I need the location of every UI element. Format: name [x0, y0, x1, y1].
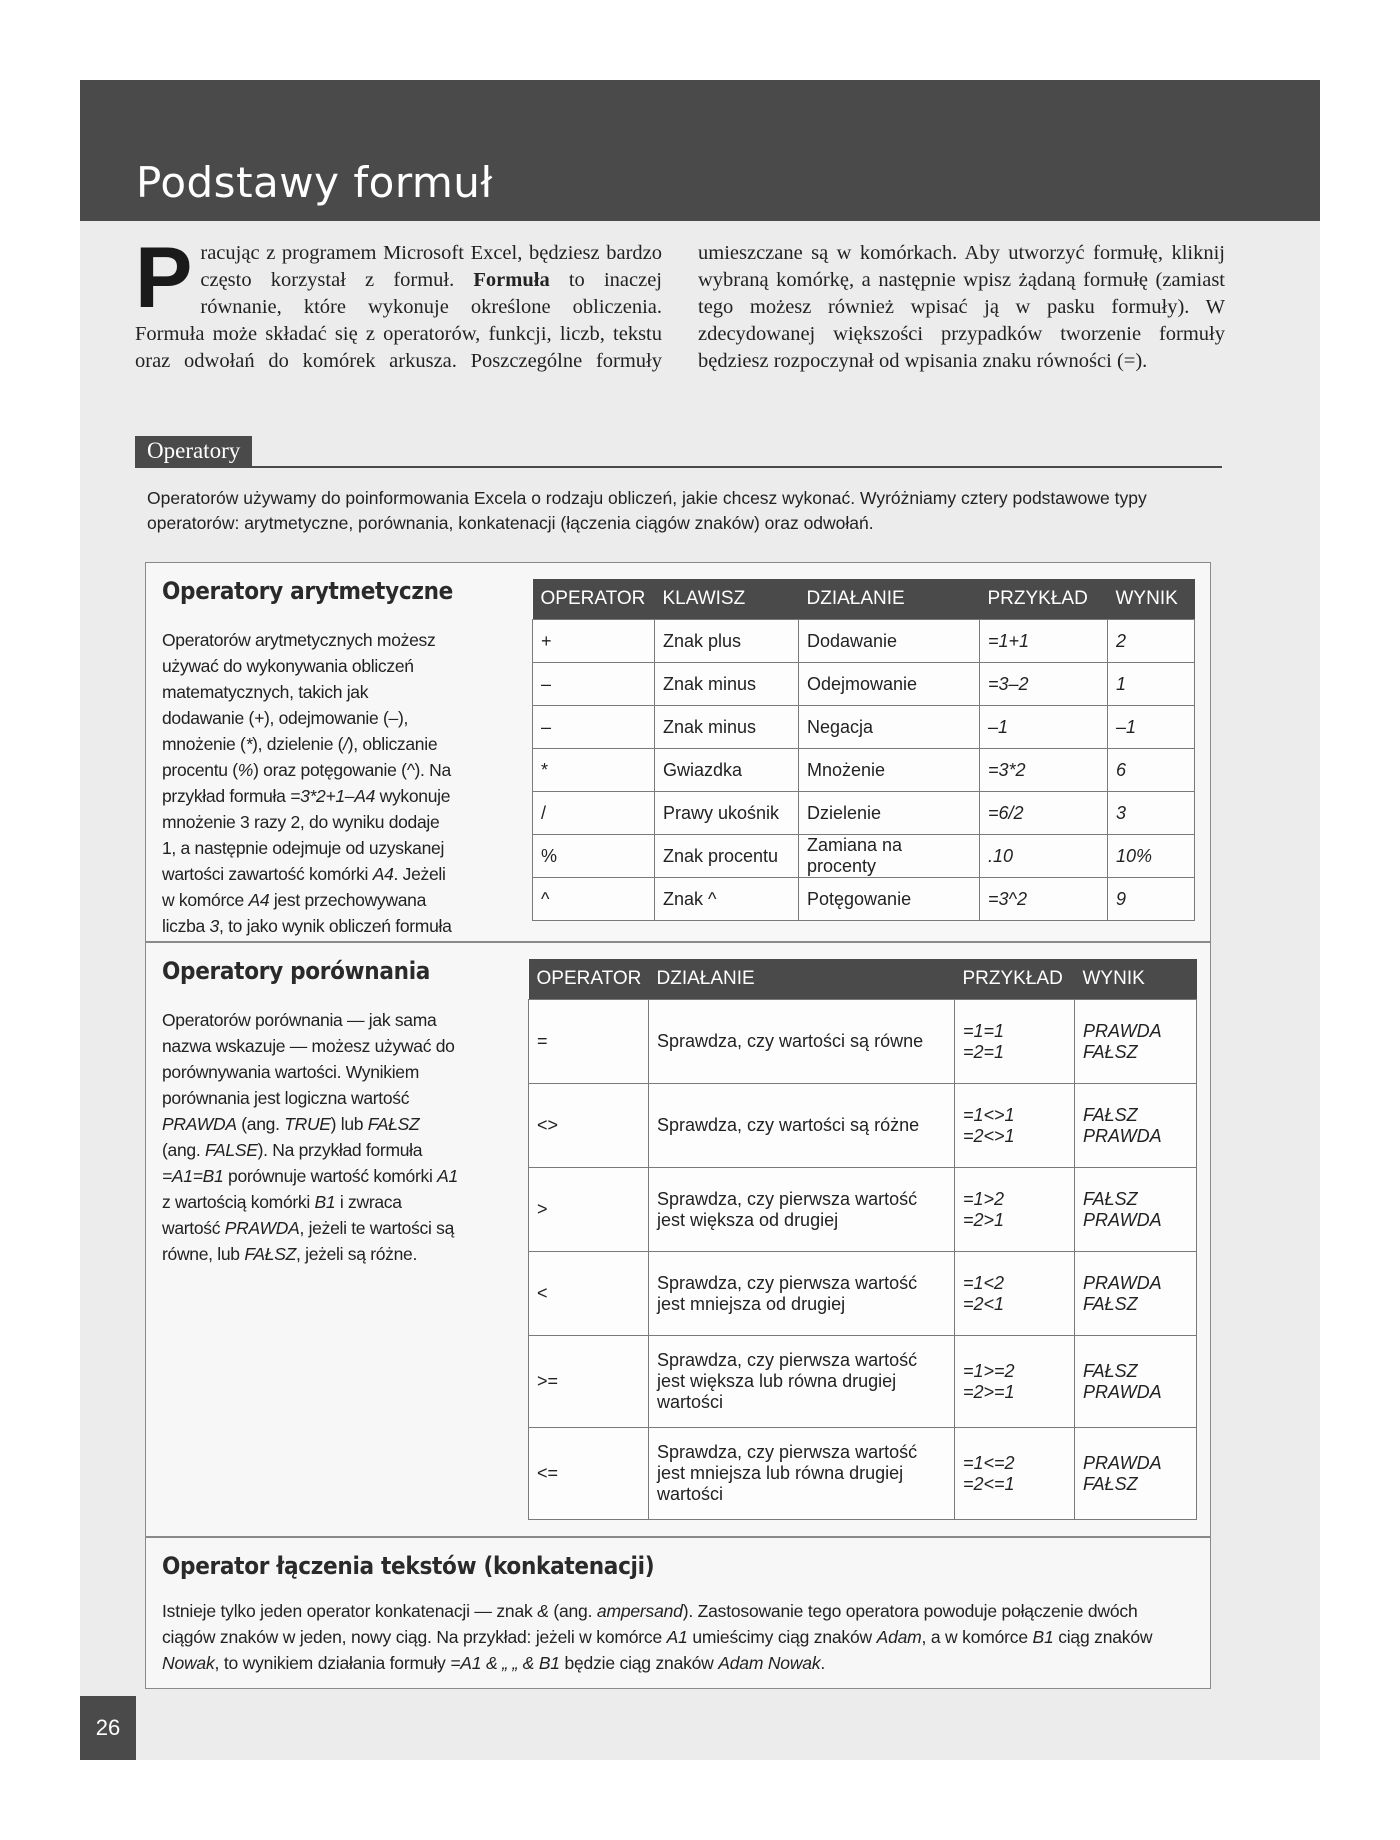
operator-cell: /: [533, 792, 655, 835]
example-value: =2<=1: [963, 1473, 1015, 1494]
intro-text-a: racując z programem Microsoft Excel, będziesz bardzo często korzystał z formuł.: [200, 242, 662, 291]
result-value: PRAWDA: [1083, 1020, 1162, 1041]
operator-cell: *: [533, 749, 655, 792]
example-value: =2<1: [963, 1293, 1005, 1314]
action-cell: Dzielenie: [799, 792, 980, 835]
table-row: [533, 835, 1195, 878]
page-title: Podstawy formuł: [136, 158, 493, 207]
arithmetic-heading: Operatory arytmetyczne: [162, 577, 454, 605]
column-header: DZIAŁANIE: [799, 579, 980, 620]
example-cell: =3–2: [980, 663, 1108, 706]
action-cell: Sprawdza, czy pierwsza wartość jest większa od drugiej: [649, 1168, 955, 1252]
example-value: =1>=2: [963, 1360, 1015, 1381]
action-cell: Mnożenie: [799, 749, 980, 792]
result-cell: [1075, 1252, 1197, 1336]
operator-cell: ^: [533, 878, 655, 921]
comparison-operators-box: [145, 942, 1211, 1537]
operator-cell: –: [533, 663, 655, 706]
operator-cell: <>: [529, 1084, 649, 1168]
table-row: [529, 1000, 1197, 1084]
result-value: FAŁSZ: [1083, 1041, 1138, 1062]
table-row: [533, 749, 1195, 792]
result-cell: [1075, 1428, 1197, 1520]
column-header: DZIAŁANIE: [649, 959, 955, 1000]
comparison-description: Operatorów porównania — jak sama nazwa wskazuje — możesz używać do porównywania wartości. Wynikiem porównania jest logiczna wartość PRAWDA (ang. TRUE) lub FAŁSZ (ang. FALSE). Na przykład formuła =A1=B1 porównuje wartość komórki A1 z wartością komórki B1 i zwraca wartość PRAWDA, jeżeli te wartości są równe, lub FAŁSZ, jeżeli są różne.: [162, 1010, 458, 1264]
column-header: OPERATOR: [533, 579, 655, 620]
operators-intro: Operatorów używamy do poinformowania Excela o rodzaju obliczeń, jakie chcesz wykonać. Wyróżniamy cztery podstawowe typy operatorów: arytmetyczne, porównania, konkatenacji (łączenia ciągów znaków) oraz odwołań.: [147, 488, 1147, 533]
example-cell: .10: [980, 835, 1108, 878]
result-cell: –1: [1108, 706, 1195, 749]
result-value: PRAWDA: [1083, 1272, 1162, 1293]
action-cell: Sprawdza, czy wartości są równe: [649, 1000, 955, 1084]
action-cell: Sprawdza, czy pierwsza wartość jest większa lub równa drugiej wartości: [649, 1336, 955, 1428]
table-row: [533, 792, 1195, 835]
column-header: PRZYKŁAD: [955, 959, 1075, 1000]
example-cell: =3*2: [980, 749, 1108, 792]
result-cell: [1075, 1336, 1197, 1428]
table-row: [533, 663, 1195, 706]
example-cell: =3^2: [980, 878, 1108, 921]
table-header-row: [533, 579, 1195, 620]
result-value: FAŁSZ: [1083, 1104, 1138, 1125]
key-cell: Znak minus: [655, 706, 799, 749]
column-header: KLAWISZ: [655, 579, 799, 620]
page-number: 26: [80, 1696, 136, 1760]
result-cell: [1075, 1084, 1197, 1168]
column-header: WYNIK: [1075, 959, 1197, 1000]
table-row: [533, 878, 1195, 921]
result-cell: [1075, 1168, 1197, 1252]
example-value: =1>2: [963, 1188, 1005, 1209]
result-cell: [1075, 1000, 1197, 1084]
action-cell: Negacja: [799, 706, 980, 749]
comparison-heading: Operatory porównania: [162, 957, 431, 985]
table-row: [529, 1428, 1197, 1520]
example-value: =2>1: [963, 1209, 1005, 1230]
result-value: PRAWDA: [1083, 1209, 1162, 1230]
result-cell: 6: [1108, 749, 1195, 792]
key-cell: Znak plus: [655, 620, 799, 663]
action-cell: Sprawdza, czy pierwsza wartość jest mniejsza od drugiej: [649, 1252, 955, 1336]
table-header-row: [529, 959, 1197, 1000]
column-header: WYNIK: [1108, 579, 1195, 620]
section-heading-operatory: Operatory: [135, 436, 252, 466]
example-cell: –1: [980, 706, 1108, 749]
example-value: =1<=2: [963, 1452, 1015, 1473]
operator-cell: –: [533, 706, 655, 749]
result-cell: 2: [1108, 620, 1195, 663]
table-row: [533, 620, 1195, 663]
result-value: PRAWDA: [1083, 1452, 1162, 1473]
result-value: PRAWDA: [1083, 1125, 1162, 1146]
result-cell: 3: [1108, 792, 1195, 835]
operator-cell: >=: [529, 1336, 649, 1428]
result-value: FAŁSZ: [1083, 1360, 1138, 1381]
arithmetic-operators-box: [145, 562, 1211, 942]
example-value: =1=1: [963, 1020, 1005, 1041]
key-cell: Prawy ukośnik: [655, 792, 799, 835]
arithmetic-description: Operatorów arytmetycznych możesz używać do wykonywania obliczeń matematycznych, takich jak dodawanie (+), odejmowanie (–), mnożenie (*), dzielenie (/), obliczanie procentu (%) oraz potęgowanie (^). Na przykład formuła =3*2+1–A4 wykonuje mnożenie 3 razy 2, do wyniku dodaje 1, a następnie odejmuje od uzyskanej wartości zawartość komórki A4. Jeżeli w komórce A4 jest przechowywana liczba 3, to jako wynik obliczeń formuła: [162, 630, 452, 936]
result-value: PRAWDA: [1083, 1381, 1162, 1402]
example-cell: [955, 1428, 1075, 1520]
action-cell: Potęgowanie: [799, 878, 980, 921]
operator-cell: <: [529, 1252, 649, 1336]
operator-cell: <=: [529, 1428, 649, 1520]
example-value: =2>=1: [963, 1381, 1015, 1402]
example-cell: =6/2: [980, 792, 1108, 835]
example-value: =2=1: [963, 1041, 1005, 1062]
key-cell: Znak minus: [655, 663, 799, 706]
example-cell: [955, 1336, 1075, 1428]
drop-cap: P: [135, 230, 193, 326]
key-cell: Znak procentu: [655, 835, 799, 878]
table-row: [529, 1336, 1197, 1428]
example-cell: [955, 1000, 1075, 1084]
concatenation-heading: Operator łączenia tekstów (konkatenacji): [162, 1552, 655, 1580]
example-value: =1<>1: [963, 1104, 1015, 1125]
operator-cell: >: [529, 1168, 649, 1252]
result-value: FAŁSZ: [1083, 1293, 1138, 1314]
action-cell: Dodawanie: [799, 620, 980, 663]
table-row: [529, 1084, 1197, 1168]
concatenation-operator-box: [145, 1537, 1211, 1689]
example-cell: [955, 1084, 1075, 1168]
header-band: [80, 80, 1320, 221]
column-header: OPERATOR: [529, 959, 649, 1000]
action-cell: Sprawdza, czy wartości są różne: [649, 1084, 955, 1168]
arithmetic-operators-table: [532, 579, 1195, 921]
comparison-operators-table: [528, 959, 1197, 1520]
operator-cell: +: [533, 620, 655, 663]
example-cell: [955, 1168, 1075, 1252]
result-cell: 10%: [1108, 835, 1195, 878]
result-cell: 9: [1108, 878, 1195, 921]
intro-bold-term: Formuła: [473, 269, 550, 291]
key-cell: Znak ^: [655, 878, 799, 921]
example-cell: =1+1: [980, 620, 1108, 663]
column-header: PRZYKŁAD: [980, 579, 1108, 620]
action-cell: Zamiana na procenty: [799, 835, 980, 878]
result-cell: 1: [1108, 663, 1195, 706]
concatenation-description: Istnieje tylko jeden operator konkatenacji — znak & (ang. ampersand). Zastosowanie tego operatora powoduje połączenie dwóch ciągów znaków w jeden, nowy ciąg. Na przykład: jeżeli w komórce A1 umieścimy ciąg znaków Adam, a w komórce B1 ciąg znaków Nowak, to wynikiem działania formuły =A1 & „ „ & B1 będzie ciąg znaków Adam Nowak.: [162, 1601, 1153, 1673]
result-value: FAŁSZ: [1083, 1473, 1138, 1494]
result-value: FAŁSZ: [1083, 1188, 1138, 1209]
intro-text-b: to inaczej równanie, które wykonuje określone obliczenia. Formuła może składać się z operatorów, funkcji, liczb, tekstu oraz odwołań do komórek arkusza. Poszczególne formuły umieszczane są w komórkach. Aby utworzyć formułę, kliknij wybraną komórkę, a następnie wpisz żądaną formułę (zamiast tego możesz również wpisać ją w pasku formuły). W zdecydowanej większości przypadków tworzenie formuły będziesz rozpoczynał od wpisania znaku równości (=).: [135, 242, 1225, 372]
example-value: =1<2: [963, 1272, 1005, 1293]
intro-text: [135, 230, 1225, 375]
table-row: [533, 706, 1195, 749]
table-row: [529, 1168, 1197, 1252]
operator-cell: %: [533, 835, 655, 878]
example-cell: [955, 1252, 1075, 1336]
operator-cell: =: [529, 1000, 649, 1084]
example-value: =2<>1: [963, 1125, 1015, 1146]
section-divider: [135, 466, 1222, 468]
action-cell: Sprawdza, czy pierwsza wartość jest mniejsza lub równa drugiej wartości: [649, 1428, 955, 1520]
key-cell: Gwiazdka: [655, 749, 799, 792]
table-row: [529, 1252, 1197, 1336]
action-cell: Odejmowanie: [799, 663, 980, 706]
intro-paragraph: [135, 230, 1225, 375]
